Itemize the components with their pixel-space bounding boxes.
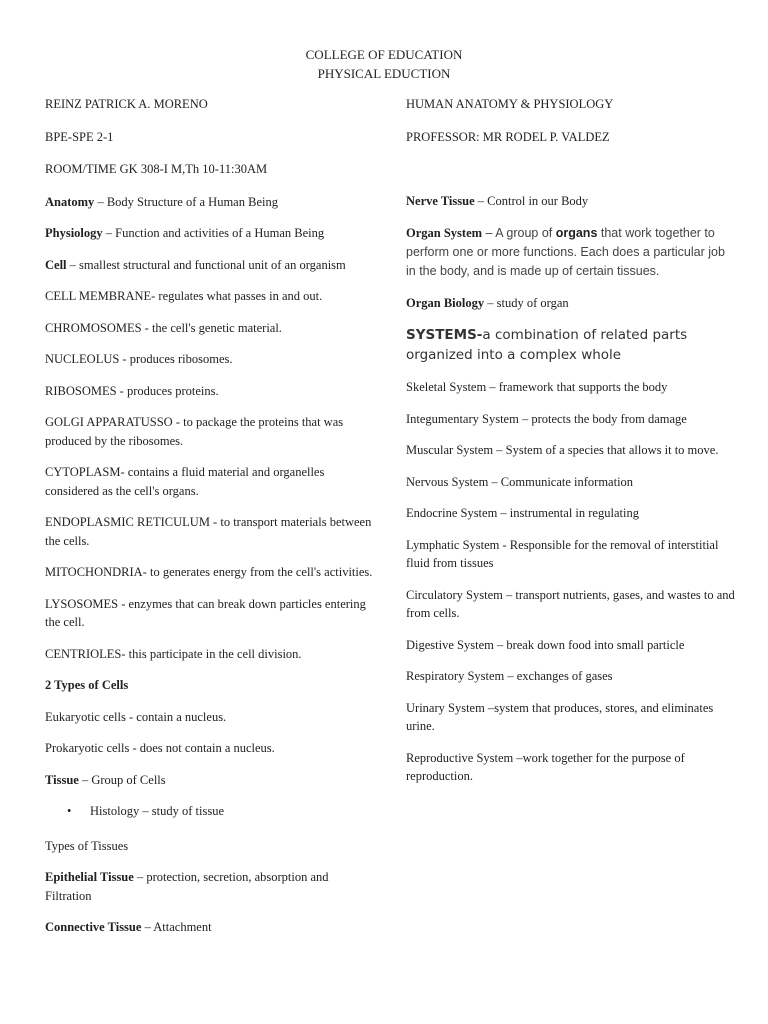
anatomy-entry: [45, 193, 375, 212]
prokaryotic-entry: Prokaryotic cells - does not contain a nucleus.: [45, 741, 275, 755]
muscular-system-entry: Muscular System – System of a species that allows it to move.: [406, 443, 719, 457]
course-title: HUMAN ANATOMY & PHYSIOLOGY: [406, 97, 614, 111]
connective-entry: [45, 918, 375, 937]
skeletal-system-entry: Skeletal System – framework that supports the body: [406, 380, 668, 394]
eukaryotic-entry: Eukaryotic cells - contain a nucleus.: [45, 709, 227, 724]
endocrine-system-entry: Endocrine System – instrumental in regulating: [406, 506, 639, 520]
histology-list-item: [45, 802, 375, 821]
mitochondria-entry: MITOCHONDRIA- to generates energy from the cell's activities.: [45, 565, 373, 579]
golgi-entry: GOLGI APPARATUSSO - to package the proteins that was produced by the ribosomes.: [45, 415, 344, 448]
anatomy-definition: – Body Structure of a Human Being: [94, 194, 278, 209]
tissue-term: Tissue: [45, 772, 79, 787]
organ-system-term: Organ System: [406, 225, 483, 240]
ribosomes-entry: RIBOSOMES - produces proteins.: [45, 383, 219, 398]
er-entry: ENDOPLASMIC RETICULUM - to transport materials between the cells.: [45, 515, 372, 548]
urinary-system-entry: Urinary System –system that produces, stores, and eliminates urine.: [406, 700, 714, 733]
chromosomes-entry: CHROMOSOMES - the cell's genetic material.: [45, 320, 282, 335]
systems-entry: [406, 325, 736, 365]
physiology-definition: – Function and activities of a Human Being: [102, 226, 325, 240]
organs-bold: organs: [555, 225, 598, 240]
cell-term: Cell: [45, 257, 67, 272]
types-of-tissues-heading: Types of Tissues: [45, 838, 129, 853]
organ-system-entry: [406, 224, 736, 281]
department-title: PHYSICAL EDUCTION: [317, 66, 451, 81]
histology-text: Histology – study of tissue: [90, 804, 225, 818]
connective-term: Connective Tissue: [45, 920, 142, 934]
right-column: [406, 95, 736, 799]
organ-system-definition: that work together to perform one or more functions. Each does a particular job in the body, and is made up of certain tissues.: [406, 225, 725, 278]
cell-membrane-entry: CELL MEMBRANE- regulates what passes in and out.: [45, 289, 323, 303]
respiratory-system-entry: Respiratory System – exchanges of gases: [406, 669, 613, 683]
nerve-tissue-entry: [406, 192, 736, 211]
epithelial-entry: [45, 868, 375, 905]
college-title: COLLEGE OF EDUCATION: [305, 47, 463, 62]
organ-biology-entry: [406, 294, 736, 313]
physiology-term: Physiology: [45, 226, 103, 240]
nerve-definition: – Control in our Body: [474, 194, 589, 208]
epithelial-term: Epithelial Tissue: [45, 870, 134, 884]
tissue-definition: – Group of Cells: [78, 772, 166, 787]
cytoplasm-entry: CYTOPLASM- contains a fluid material and organelles considered as the cell's organs.: [45, 465, 325, 498]
integumentary-system-entry: Integumentary System – protects the body from damage: [406, 411, 687, 426]
nervous-system-entry: Nervous System – Communicate information: [406, 474, 634, 489]
tissue-entry: [45, 771, 375, 790]
systems-term: SYSTEMS-: [406, 327, 483, 343]
epithelial-definition: – protection, secretion, absorption and Filtration: [45, 870, 329, 903]
lysosomes-entry: LYSOSOMES - enzymes that can break down particles entering the cell.: [45, 596, 366, 629]
lymphatic-system-entry: Lymphatic System - Responsible for the removal of interstitial fluid from tissues: [406, 537, 719, 570]
anatomy-term: Anatomy: [45, 194, 95, 209]
room-time: ROOM/TIME GK 308-I M,Th 10-11:30AM: [45, 162, 268, 176]
nerve-term: Nerve Tissue: [406, 194, 475, 208]
organ-biology-term: Organ Biology: [406, 295, 485, 310]
centrioles-entry: CENTRIOLES- this participate in the cell division.: [45, 646, 302, 661]
cell-entry: [45, 256, 375, 275]
circulatory-system-entry: Circulatory System – transport nutrients, gases, and wastes to and from cells.: [406, 587, 735, 620]
physiology-entry: [45, 224, 375, 243]
nucleolus-entry: NUCLEOLUS - produces ribosomes.: [45, 352, 233, 366]
organ-biology-definition: – study of organ: [484, 295, 569, 310]
student-section: BPE-SPE 2-1: [45, 129, 114, 144]
organ-system-pre: – A group of: [482, 225, 556, 240]
connective-definition: – Attachment: [141, 920, 212, 934]
student-name: REINZ PATRICK A. MORENO: [45, 97, 208, 111]
systems-definition: a combination of related parts organized into a complex whole: [406, 327, 688, 363]
types-of-cells-heading: 2 Types of Cells: [45, 678, 129, 692]
document-header: [0, 45, 768, 83]
cell-definition: – smallest structural and functional unit of an organism: [66, 257, 346, 272]
left-column: [45, 95, 375, 950]
digestive-system-entry: Digestive System – break down food into small particle: [406, 637, 685, 652]
reproductive-system-entry: Reproductive System –work together for the purpose of reproduction.: [406, 750, 685, 783]
bullet-icon: •: [67, 804, 72, 818]
professor-name: PROFESSOR: MR RODEL P. VALDEZ: [406, 129, 610, 144]
